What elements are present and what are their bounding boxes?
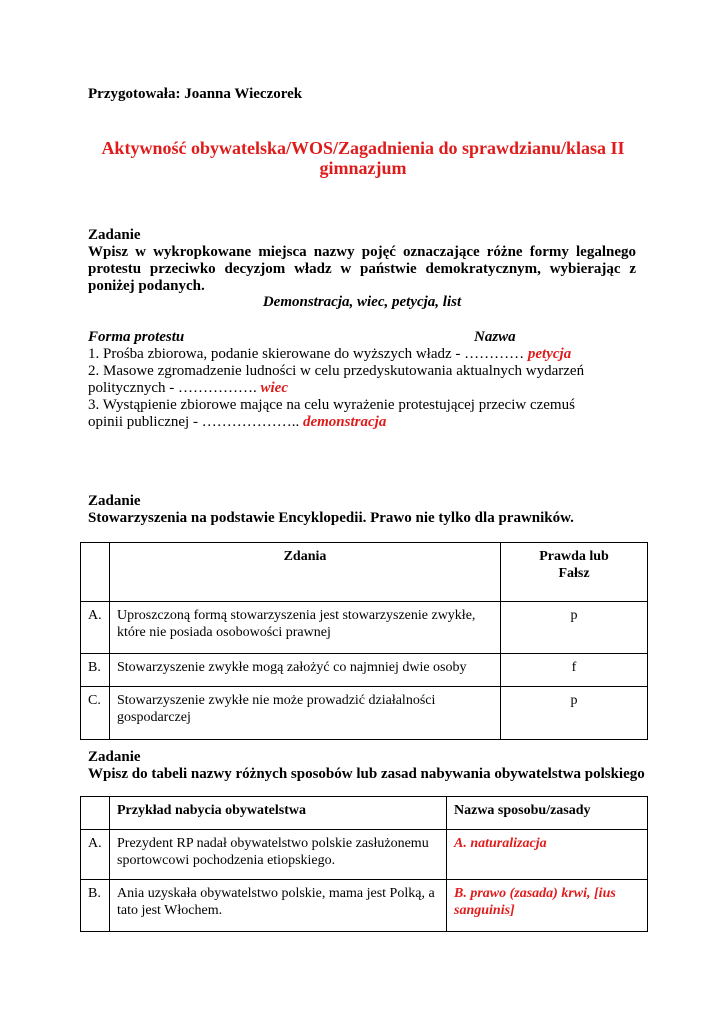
answer-header: Prawda lub Fałsz (539, 549, 609, 581)
true-false-table (80, 542, 648, 740)
section3-instruction: Wpisz do tabeli nazwy różnych sposobów lub zasad nabywania obywatelstwa polskiego (88, 766, 645, 782)
table-header-cell (447, 797, 648, 830)
table-cell: Uproszczoną formą stowarzyszenia jest stowarzyszenie zwykłe, które nie posiada osobowości prawnej (110, 602, 501, 654)
table-header-cell (110, 797, 447, 830)
section2-heading: Zadanie (88, 493, 141, 509)
table-header-row (81, 543, 648, 602)
table-row (81, 687, 648, 740)
name-column-label: Nazwa (474, 329, 516, 345)
section2-instruction: Stowarzyszenia na podstawie Encyklopedii. Prawo nie tylko dla prawników. (88, 510, 574, 526)
table-cell: C. (81, 687, 110, 740)
table-header-row (81, 797, 648, 830)
table-header-cell (110, 543, 501, 602)
section1-heading: Zadanie (88, 227, 141, 243)
section1-options: Demonstracja, wiec, petycja, list (262, 294, 462, 310)
table-row (81, 830, 648, 880)
list-item-text: 1. Prośba zbiorowa, podanie skierowane do wyższych władz - ………… (88, 346, 528, 362)
example-header: Przykład nabycia obywatelstwa (117, 803, 306, 818)
author-line: Przygotowała: Joanna Wieczorek (88, 86, 303, 102)
protest-list (88, 346, 608, 431)
table-cell: p (501, 687, 648, 740)
table-row (81, 602, 648, 654)
section1-instruction: Wpisz w wykropkowane miejsca nazwy pojęć oznaczające różne formy legalnego protestu przeciwko decyzjom władz w państwie demokratycznym, wybierając z poniżej podanych. (88, 244, 636, 294)
list-item (88, 397, 578, 431)
list-item-text: 2. Masowe zgromadzenie ludności w celu przedyskutowania aktualnych wydarzeń politycznych - ……………. (88, 363, 585, 396)
table-cell: Ania uzyskała obywatelstwo polskie, mama jest Polką, a tato jest Włochem. (110, 880, 447, 932)
table-cell: Stowarzyszenie zwykłe mogą założyć co najmniej dwie osoby (110, 654, 501, 687)
list-item-answer: petycja (527, 346, 572, 362)
table-header-cell (81, 797, 110, 830)
page-title: Aktywność obywatelska/WOS/Zagadnienia do sprawdzianu/klasa II gimnazjum (101, 138, 625, 178)
table-header-cell (81, 543, 110, 602)
list-item-answer: demonstracja (302, 414, 387, 430)
list-item-answer: wiec (260, 380, 288, 396)
table-cell: A. naturalizacja (447, 830, 648, 880)
table-cell: f (501, 654, 648, 687)
table-cell: Prezydent RP nadał obywatelstwo polskie zasłużonemu sportowcowi pochodzenia etiopskiego. (110, 830, 447, 880)
table-cell: A. (81, 830, 110, 880)
table-cell: B. (81, 654, 110, 687)
list-item (88, 346, 608, 363)
table-cell: B. prawo (zasada) krwi, [ius sanguinis] (447, 880, 648, 932)
method-header: Nazwa sposobu/zasady (454, 803, 591, 818)
table-row (81, 654, 648, 687)
form-column-label: Forma protestu (88, 329, 185, 345)
sentences-header: Zdania (283, 549, 327, 564)
list-item-text: 3. Wystąpienie zbiorowe mające na celu wyrażenie protestującej przeciw czemuś opinii publicznej - ……………….. (88, 397, 575, 430)
list-item (88, 363, 608, 397)
section3-heading: Zadanie (88, 749, 141, 765)
table-cell: B. (81, 880, 110, 932)
table-cell: A. (81, 602, 110, 654)
table-row (81, 880, 648, 932)
table-cell: Stowarzyszenie zwykłe nie może prowadzić działalności gospodarczej (110, 687, 501, 740)
table-cell: p (501, 602, 648, 654)
citizenship-table (80, 796, 648, 932)
table-header-cell (501, 543, 648, 602)
